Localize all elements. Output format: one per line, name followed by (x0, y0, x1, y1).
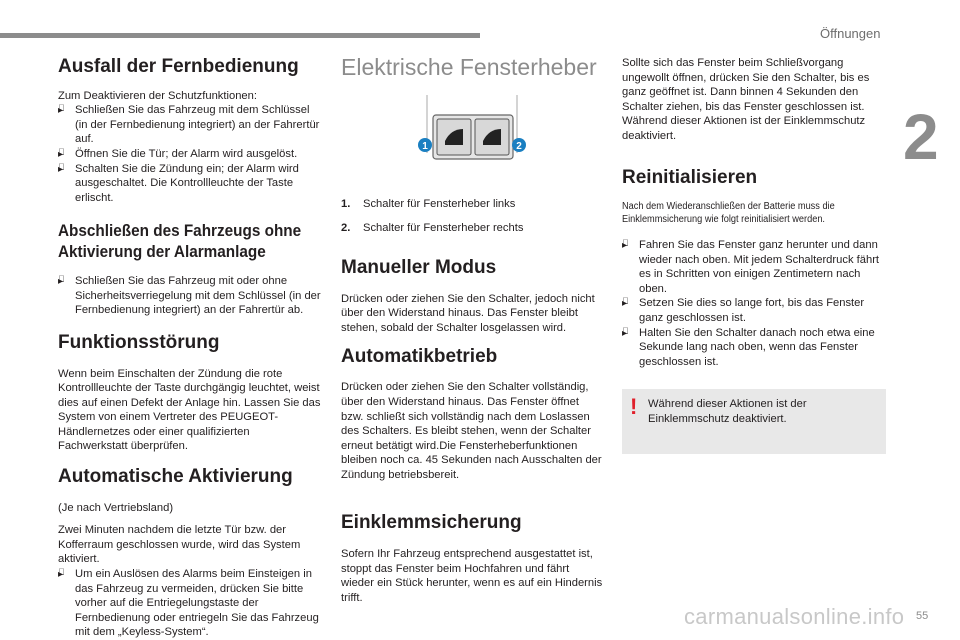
list-item: ▸ Setzen Sie dies so lange fort, bis das Fenster ganz geschlossen ist. (622, 297, 865, 324)
auto-mode-text: Drücken oder ziehen Sie den Schalter vollständig, über den Widerstand hinaus. Das Fenster öffnet bzw. schließt sich vollständig nach dem Loslassen des Schalters. Es bleibt stehen, wenn der Schalter erneut betätigt wird.Die Fensterheberfunktionen bleiben noch ca. 45 Sekunden nach Ausschalten der Zündung betriebsbereit. (341, 381, 602, 481)
remote-failure-intro: Zum Deaktivieren der Schutzfunktionen: (58, 89, 257, 102)
heading-remote-failure: Ausfall der Fernbedienung (58, 56, 299, 77)
column-right (622, 56, 886, 454)
bullet-icon: ▸ (622, 240, 628, 252)
header-rule (0, 33, 480, 38)
list-item: ▸ Fahren Sie das Fenster ganz herunter und dann wieder nach oben. Mit jedem Schalterdruck fährt es in Schritten von einigen Zentimetern nach oben. (622, 239, 880, 295)
bullet-icon: ▸ (58, 276, 64, 288)
bullet-icon: ▸ (58, 105, 64, 117)
warning-box (622, 389, 886, 454)
chapter-title: Öffnungen (820, 26, 881, 41)
list-item: ▸ Schließen Sie das Fahrzeug mit dem Schlüssel (in der Fernbedienung integriert) an der Fahrertür auf. (58, 104, 320, 146)
list-item: ▸ Öffnen Sie die Tür; der Alarm wird ausgelöst. (58, 148, 298, 161)
list-item: ▸ Halten Sie den Schalter danach noch etwa eine Sekunde lang nach oben, wenn das Fenster geschlossen ist. (622, 326, 875, 368)
heading-malfunction: Funktionsstörung (58, 331, 220, 353)
callout-1: 1 (422, 141, 428, 152)
reopen-instructions: Sollte sich das Fenster beim Schließvorgang ungewollt öffnen, drücken Sie den Schalter, bis es ganz geöffnet ist. Dann binnen 4 Sekunden den Schalter ziehen, bis das Fenster geschlossen ist. (622, 57, 870, 113)
heading-lock-without-alarm: Abschließen des Fahrzeugs ohne Aktivierung der Alarmanlage (58, 221, 302, 261)
reopen-note: Während dieser Aktionen ist der Einklemmschutz deaktiviert. (622, 115, 866, 142)
reinitialize-subtitle: Nach dem Wiederanschließen der Batterie muss die Einklemmsicherung wie folgt reinitialisiert werden. (622, 201, 835, 226)
page-number: 55 (916, 610, 929, 622)
heading-auto-activation: Automatische Aktivierung (58, 465, 293, 487)
bullet-icon: ▸ (58, 568, 64, 580)
column-left (58, 56, 322, 640)
bullet-icon: ▸ (622, 298, 628, 310)
window-switch-illustration (407, 93, 537, 173)
column-middle (341, 54, 603, 605)
list-item: ▸ Um ein Auslösen des Alarms beim Einsteigen in das Fahrzeug zu vermeiden, drücken Sie bitte vorher auf die Entriegelungstaste der Fernbedienung oder entriegeln Sie das Fahrzeug mit dem „Keyless-System“. (58, 567, 319, 639)
heading-auto-mode: Automatikbetrieb (341, 345, 498, 367)
chapter-number: 2 (903, 101, 939, 173)
window-switch-diagram (422, 93, 522, 173)
auto-activation-text: Zwei Minuten nachdem die letzte Tür bzw. der Kofferraum geschlossen wurde, wird das System aktiviert. (58, 524, 301, 566)
bullet-icon: ▸ (58, 149, 64, 161)
manual-mode-text: Drücken oder ziehen Sie den Schalter, jedoch nicht über den Widerstand hinaus. Das Fenster bleibt stehen, sobald der Schalter losgelassen wird. (341, 292, 595, 335)
heading-manual-mode: Manueller Modus (341, 257, 497, 279)
watermark: carmanualsonline.info (684, 604, 905, 629)
warning-icon: ! (630, 394, 638, 420)
heading-anti-pinch: Einklemmsicherung (341, 512, 522, 534)
bullet-icon: ▸ (58, 163, 64, 175)
heading-power-windows: Elektrische Fensterheber (341, 54, 597, 80)
heading-reinitialize: Reinitialisieren (622, 167, 758, 189)
malfunction-text: Wenn beim Einschalten der Zündung die rote Kontrollleuchte der Taste durchgängig leuchtet, weist dies auf einen Defekt der Anlage hin. Lassen Sie das System von einem Vertreter des PEUGEOT-Händlernetzes oder einer qualifizierten Fachwerkstatt überprüfen. (58, 367, 321, 453)
list-item: ▸ Schließen Sie das Fahrzeug mit oder ohne Sicherheitsverriegelung mit dem Schlüssel (in der Fernbedienung integriert) an der Fahrertür ab. (58, 275, 321, 317)
anti-pinch-text: Sofern Ihr Fahrzeug entsprechend ausgestattet ist, stoppt das Fenster beim Hochfahren und fährt wieder ein Stück herunter, wenn es auf ein Hindernis trifft. (341, 548, 603, 604)
auto-activation-note: (Je nach Vertriebsland) (58, 501, 174, 514)
legend-item: 1. Schalter für Fensterheber links (341, 198, 516, 210)
warning-text: Während dieser Aktionen ist der Einklemmschutz deaktiviert. (648, 398, 807, 425)
legend-item: 2. Schalter für Fensterheber rechts (341, 221, 524, 234)
list-item: ▸ Schalten Sie die Zündung ein; der Alarm wird ausgeschaltet. Die Kontrollleuchte der Taste erlischt. (58, 162, 299, 204)
bullet-icon: ▸ (622, 327, 628, 339)
callout-2: 2 (516, 141, 522, 152)
